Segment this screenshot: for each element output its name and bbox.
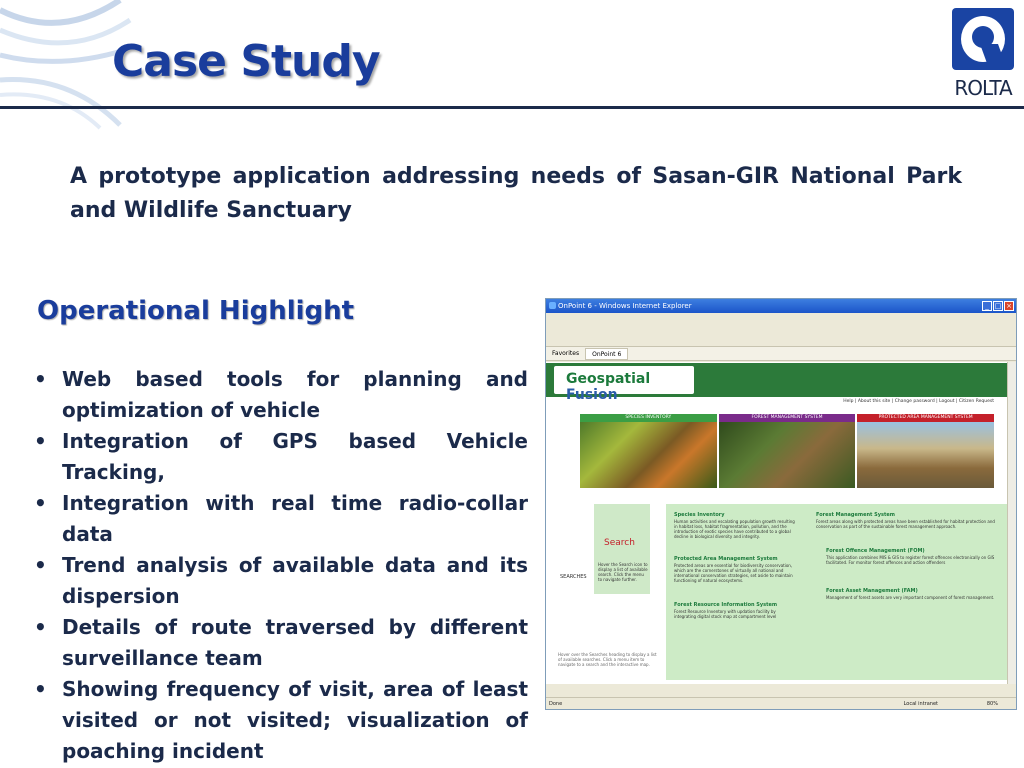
search-help-text: Hover the Search icon to display a list of available search. Click the menu to navigate further.	[598, 562, 648, 582]
panel-protected-area	[857, 414, 994, 490]
site-logo-text-a: Geospatial	[566, 371, 651, 387]
species-title: Species Inventory	[674, 512, 725, 518]
module-banner	[580, 414, 994, 490]
browser-statusbar	[546, 697, 1017, 709]
application-screenshot	[545, 298, 1017, 710]
fms-info	[816, 512, 996, 529]
hover-note: Hover over the Searches heading to display a list of available searches. Click a menu item to navigate to a search and the interactive map.	[558, 652, 657, 667]
logo-text: ROLTA	[954, 76, 1012, 100]
browser-tab: OnPoint 6	[585, 348, 628, 360]
status-zoom: 80%	[986, 701, 998, 707]
fris-title: Forest Resource Information System	[674, 602, 778, 608]
module-descriptions	[666, 504, 1008, 680]
panel-forest-management	[719, 414, 856, 490]
status-done: Done	[549, 701, 563, 707]
site-links: Help | About this site | Change password | Logout | Citizen Request	[843, 399, 994, 404]
fom-title: Forest Offence Management (FOM)	[826, 548, 925, 554]
forest-photo	[719, 422, 856, 488]
list-item: • Integration with real time radio-collar data	[32, 488, 528, 550]
fam-title: Forest Asset Management (FAM)	[826, 588, 918, 594]
list-item: • Showing frequency of visit, area of least visited or not visited; visualization of poaching incident	[32, 674, 528, 767]
fom-text: This application combines MIS & GIS to register forest offences electronically on GIS facilitated. For monitor forest offences and action offenders	[826, 555, 995, 565]
browser-toolbar	[546, 313, 1016, 347]
list-item: • Web based tools for planning and optimization of vehicle	[32, 364, 528, 426]
section-heading: Operational Highlight	[37, 296, 355, 326]
browser-tab-bar	[546, 347, 1016, 361]
web-page	[546, 362, 1008, 684]
site-logo-text-b: Fusion	[566, 387, 618, 403]
search-icon: Search	[604, 538, 635, 548]
close-icon: ×	[1004, 301, 1014, 311]
slide-title: Case Study	[112, 36, 380, 87]
wildlife-photo	[857, 422, 994, 488]
highlight-list	[32, 364, 528, 767]
fms-title: Forest Management System	[816, 512, 895, 518]
minimize-icon: _	[982, 301, 992, 311]
list-item: • Details of route traversed by different surveillance team	[32, 612, 528, 674]
fris-text: Forest Resource Inventory with updation facility by integrating digital stock map at compartment level	[674, 609, 777, 619]
pam-text: Protected areas are essential for biodiversity conservation, which are the cornerstones of virtually all national and international conservation strategies, set aside to maintain functioning of natural ecosystems.	[674, 563, 793, 583]
fris-info	[674, 602, 798, 619]
pam-info	[674, 556, 798, 583]
fam-text: Management of forest assets are very important component of forest management.	[826, 595, 995, 600]
site-logo	[554, 366, 694, 403]
list-item: • Trend analysis of available data and its dispersion	[32, 550, 528, 612]
species-photo	[580, 422, 717, 488]
title-divider	[0, 106, 1024, 109]
fom-info	[826, 548, 996, 565]
browser-window-title: OnPoint 6 - Windows Internet Explorer	[558, 302, 692, 310]
rolta-logo-icon	[952, 8, 1014, 70]
browser-icon	[549, 302, 556, 309]
search-panel	[594, 504, 650, 594]
species-info	[674, 512, 798, 539]
panel-header: PROTECTED AREA MANAGEMENT SYSTEM	[857, 414, 994, 422]
slide-subtitle: A prototype application addressing needs of Sasan-GIR National Park and Wildlife Sanctuary	[70, 164, 962, 223]
favorites-label: Favorites	[552, 350, 580, 357]
rolta-logo	[950, 8, 1016, 104]
species-text: Human activities and escalating population growth resulting in habitat loss, habitat fragmentation, pollution, and the introduction of exotic species have contributed to a global decline in biological diversity and integrity.	[674, 519, 795, 539]
maximize-icon: □	[994, 302, 1002, 310]
panel-species-inventory	[580, 414, 717, 490]
panel-header: FOREST MANAGEMENT SYSTEM	[719, 414, 856, 422]
fms-text: Forest areas along with protected areas have been established for habitat protection and conservation as part of the sustainable forest management approach.	[816, 519, 995, 529]
panel-header: SPECIES INVENTORY	[580, 414, 717, 422]
browser-scrollbar	[1007, 362, 1016, 684]
list-item: • Integration of GPS based Vehicle Tracking,	[32, 426, 528, 488]
fam-info	[826, 588, 996, 600]
search-column	[554, 504, 660, 680]
browser-titlebar	[546, 299, 1016, 313]
searches-label: SEARCHES	[560, 574, 587, 580]
pam-title: Protected Area Management System	[674, 556, 778, 562]
status-zone: Local intranet	[903, 701, 938, 707]
